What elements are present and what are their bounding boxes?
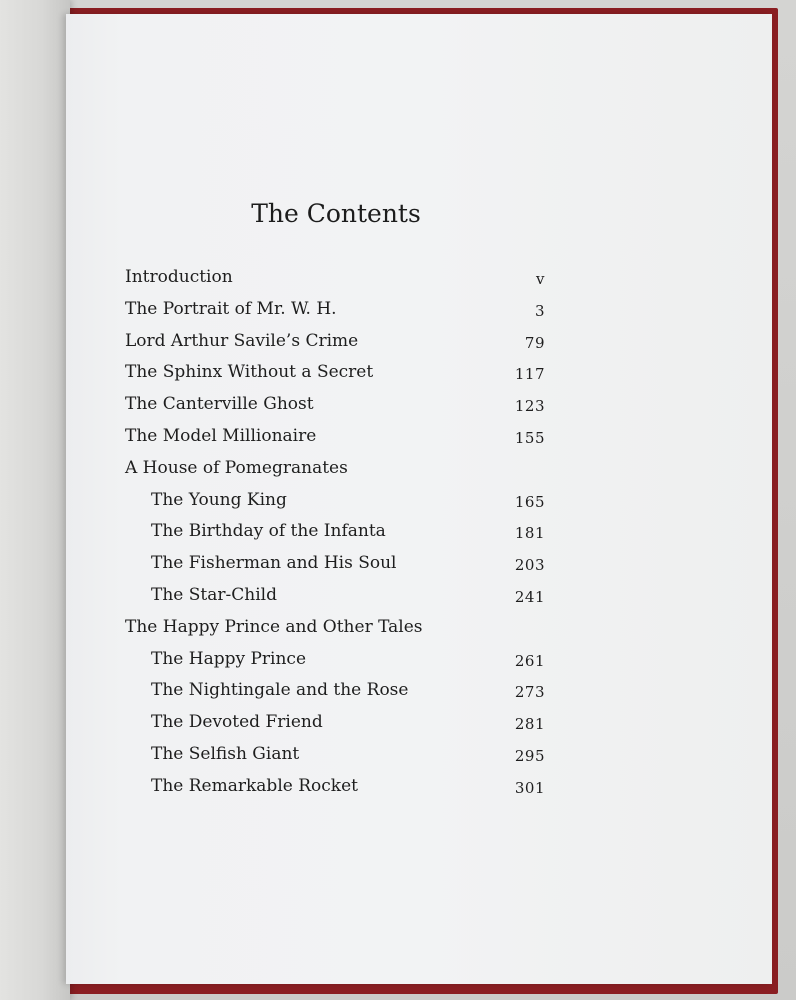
entry-page-number: v: [536, 270, 545, 288]
toc-subentry: [125, 709, 545, 741]
entry-title: The Nightingale and the Rose: [151, 680, 409, 701]
entry-page-number: 301: [514, 778, 545, 797]
toc-entry: [125, 328, 545, 360]
entry-page-number: 117: [514, 365, 545, 384]
toc-entry: [125, 423, 545, 455]
entry-page-number: 79: [524, 333, 545, 352]
entry-title: Lord Arthur Savile’s Crime: [125, 330, 359, 351]
entry-page-number: 261: [514, 651, 545, 670]
entry-page-number: 155: [514, 428, 545, 447]
toc-subentry: [125, 582, 545, 614]
page-title: The Contents: [251, 199, 421, 228]
entry-title: The Happy Prince and Other Tales: [125, 616, 423, 637]
entry-title: The Devoted Friend: [151, 712, 323, 733]
entry-title: The Remarkable Rocket: [151, 775, 358, 796]
entry-page-number: 241: [514, 587, 545, 606]
entry-page-number: 295: [514, 746, 545, 765]
entry-page-number: 203: [514, 556, 545, 575]
toc-subentry: [125, 646, 545, 678]
entry-page-number: 165: [514, 492, 545, 511]
entry-title: The Canterville Ghost: [125, 394, 314, 415]
toc-subentry: [125, 550, 545, 582]
toc-entry: [125, 264, 545, 296]
toc-entry: [125, 391, 545, 423]
entry-title: The Portrait of Mr. W. H.: [125, 298, 337, 319]
toc-subentry: [125, 487, 545, 519]
entry-title: A House of Pomegranates: [125, 457, 348, 478]
left-page-edge: [0, 0, 70, 1000]
entry-title: The Selfish Giant: [151, 743, 300, 764]
entry-title: Introduction: [125, 267, 233, 287]
toc-subentry: [125, 518, 545, 550]
entry-title: The Young King: [151, 489, 287, 510]
table-of-contents: [125, 264, 545, 805]
entry-title: The Birthday of the Infanta: [151, 521, 386, 542]
entry-page-number: 123: [514, 397, 545, 416]
entry-title: The Fisherman and His Soul: [151, 553, 397, 574]
entry-page-number: 181: [514, 524, 545, 543]
entry-title: The Star-Child: [151, 584, 277, 605]
toc-subentry: [125, 677, 545, 709]
entry-page-number: 273: [514, 683, 545, 702]
entry-title: The Sphinx Without a Secret: [125, 362, 374, 383]
toc-entry: [125, 614, 545, 646]
entry-title: The Model Millionaire: [125, 425, 317, 446]
entry-page-number: 3: [534, 301, 545, 320]
entry-page-number: 281: [514, 715, 545, 734]
toc-subentry: [125, 741, 545, 773]
entry-title: The Happy Prince: [151, 648, 307, 669]
toc-entry: [125, 455, 545, 487]
toc-entry: [125, 296, 545, 328]
toc-subentry: [125, 773, 545, 805]
contents-page: [66, 14, 772, 984]
toc-entry: [125, 359, 545, 391]
